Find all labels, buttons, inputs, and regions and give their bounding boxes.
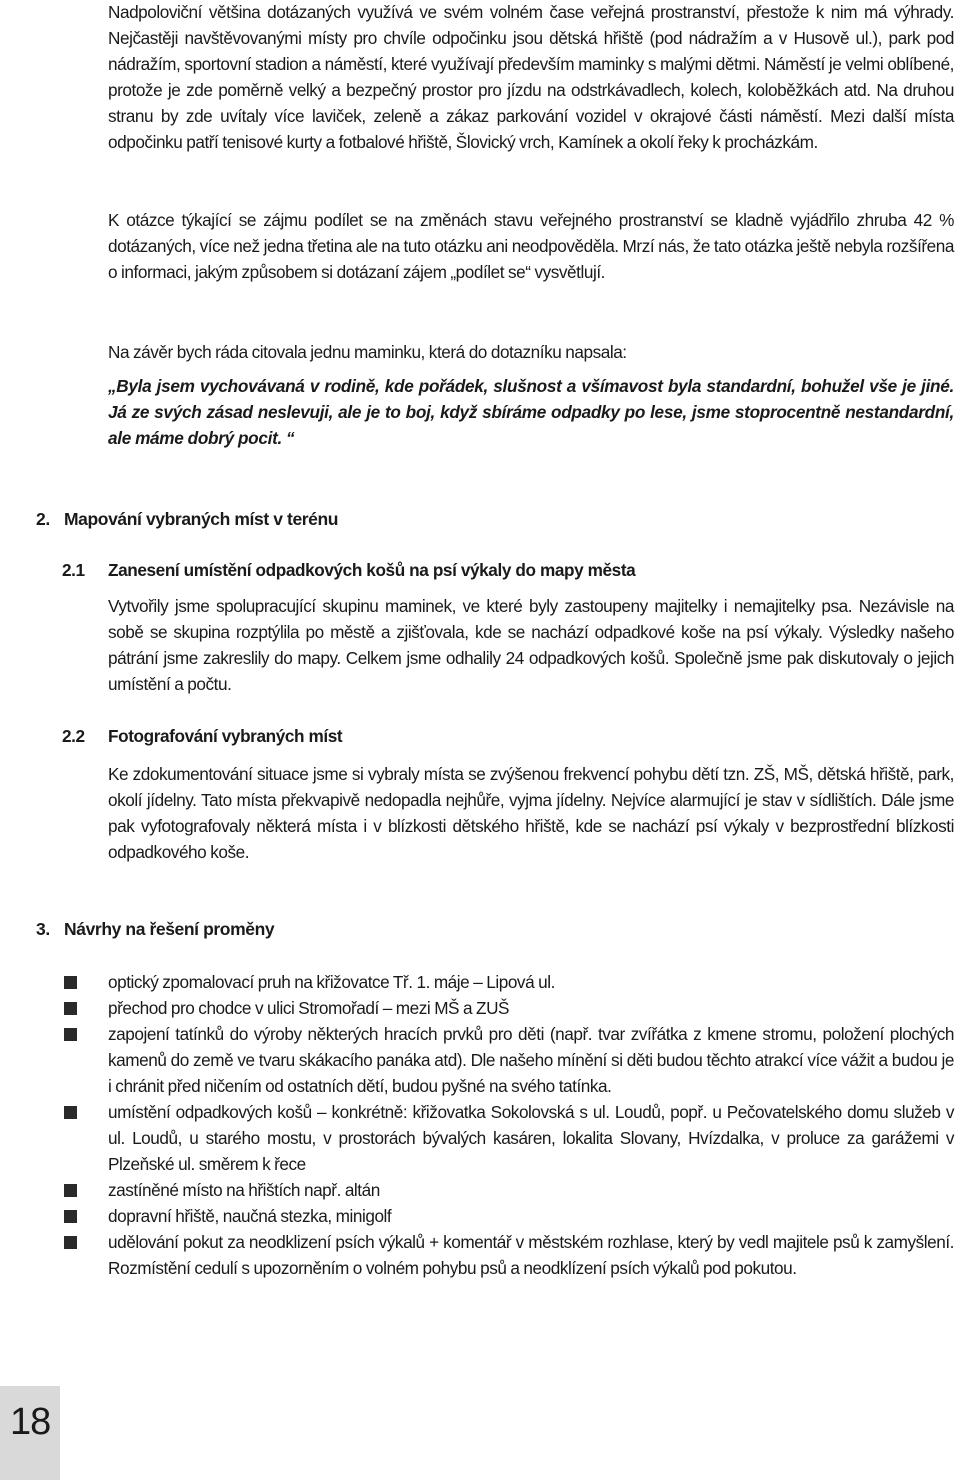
list-item: přechod pro chodce v ulici Stromořadí – mezi MŠ a ZUŠ (64, 995, 954, 1021)
subsection-2-1-number: 2.1 (62, 560, 85, 580)
bullet-square-icon (64, 1002, 77, 1015)
subsection-2-2-number: 2.2 (62, 726, 85, 746)
paragraph-public-spaces: Nadpoloviční většina dotázaných využívá ve svém volném čase veřejná prostranství, přestože k nim má výhrady. Nejčastěji navštěvovanými místy pro chvíle odpočinku jsou dětská hřiště (pod nádražím a v Husově ul.), park pod nádražím, sportovní stadion a náměstí, které využívají především maminky s malými dětmi. Náměstí je velmi oblíbené, protože je zde poměrně velký a bezpečný prostor pro jízdu na odstrkávadlech, kolech, koloběžkách atd. Na druhou stranu by zde uvítaly více laviček, zeleně a zákaz parkování vozidel v okrajové části náměstí. Mezi další místa odpočinku patří tenisové kurty a fotbalové hřiště, Šlovický vrch, Kamínek a okolí řeky k procházkám. (108, 2, 954, 152)
section-2-heading (36, 506, 338, 532)
subsection-2-2-text: Ke zdokumentování situace jsme si vybraly místa se zvýšenou frekvencí pohybu dětí tzn. ZŠ, MŠ, dětská hřiště, park, okolí jídelny. Tato místa překvapivě nedopadla nejhůře, vyjma jídelny. Nejvíce alarmující je stav v sídlištích. Dále jsme pak vyfotografovaly některá místa i v blízkosti dětského hřiště, kde se nachází psí výkaly v bezprostřední blízkosti odpadkového koše. (108, 764, 954, 862)
section-3-heading (36, 916, 274, 942)
bullet-square-icon (64, 1184, 77, 1197)
subsection-2-1-heading (62, 557, 635, 583)
bullet-square-icon (64, 1028, 77, 1041)
paragraph-participation: K otázce týkající se zájmu podílet se na změnách stavu veřejného prostranství se kladně vyjádřilo zhruba 42 % dotázaných, více než jedna třetina ale na tuto otázku ani neodpověděla. Mrzí nás, že tato otázka ještě nebyla rozšířena o informaci, jakým způsobem si dotázaní zájem „podílet se“ vysvětlují. (108, 210, 954, 282)
page-number-tab (0, 1386, 60, 1480)
list-item: udělování pokut za neodklizení psích výkalů + komentář v městském rozhlase, který by vedl majitele psů k zamyšlení. Rozmístění cedulí s upozorněním o volném pohybu psů a neodklízení psích výkalů pod pokutou. (64, 1229, 954, 1281)
subsection-2-1-text: Vytvořily jsme spolupracující skupinu maminek, ve které byly zastoupeny majitelky i nemajitelky psa. Nezávisle na sobě se skupina rozptýlila po městě a zjišťovala, kde se nachází odpadkové koše na psí výkaly. Výsledky našeho pátrání jsme zakreslily do mapy. Celkem jsme odhalily 24 odpadkových košů. Společně jsme pak diskutovaly o jejich umístění a počtu. (108, 596, 954, 694)
list-item: dopravní hřiště, naučná stezka, minigolf (64, 1203, 954, 1229)
proposal-list (64, 969, 954, 1281)
bullet-square-icon (64, 1106, 77, 1119)
subsection-2-1-title: Zanesení umístění odpadkových košů na psí výkaly do mapy města (108, 560, 636, 580)
bullet-square-icon (64, 976, 77, 989)
page-number: 18 (10, 1401, 51, 1443)
list-item: zapojení tatínků do výroby některých hracích prvků pro děti (např. tvar zvířátka z kmene stromu, položení plochých kamenů do země ve tvaru skákacího panáka atd). Dle našeho mínění si děti budou těchto atrakcí více vážit a budou je i chránit před ničením od ostatních dětí, budou pyšné na svého tatínka. (64, 1021, 954, 1099)
section-2-title: Mapování vybraných míst v terénu (64, 509, 339, 529)
section-3-title: Návrhy na řešení proměny (64, 919, 275, 939)
paragraph-quote-intro: Na závěr bych ráda citovala jednu maminku, která do dotazníku napsala: (108, 342, 627, 362)
list-item: optický zpomalovací pruh na křižovatce Tř. 1. máje – Lipová ul. (64, 969, 954, 995)
list-item: umístění odpadkových košů – konkrétně: křižovatka Sokolovská s ul. Loudů, popř. u Pečovatelského domu služeb v ul. Loudů, u starého mostu, v prostorách bývalých kasáren, lokalita Slovany, Hvízdalka, v proluce za garážemi v Plzeňské ul. směrem k řece (64, 1099, 954, 1177)
list-item: zastíněné místo na hřištích např. altán (64, 1177, 954, 1203)
subsection-2-2-title: Fotografování vybraných míst (108, 726, 343, 746)
section-2-number: 2. (36, 509, 50, 529)
bullet-square-icon (64, 1210, 77, 1223)
subsection-2-2-heading (62, 723, 342, 749)
bullet-square-icon (64, 1236, 77, 1249)
section-3-number: 3. (36, 919, 50, 939)
mother-quote: „Byla jsem vychovávaná v rodině, kde pořádek, slušnost a všímavost byla standardní, bohužel vše je jiné. Já ze svých zásad neslevuji, ale je to boj, když sbíráme odpadky po lese, jsme stoprocentně nestandardní, ale máme dobrý pocit. “ (108, 376, 954, 448)
